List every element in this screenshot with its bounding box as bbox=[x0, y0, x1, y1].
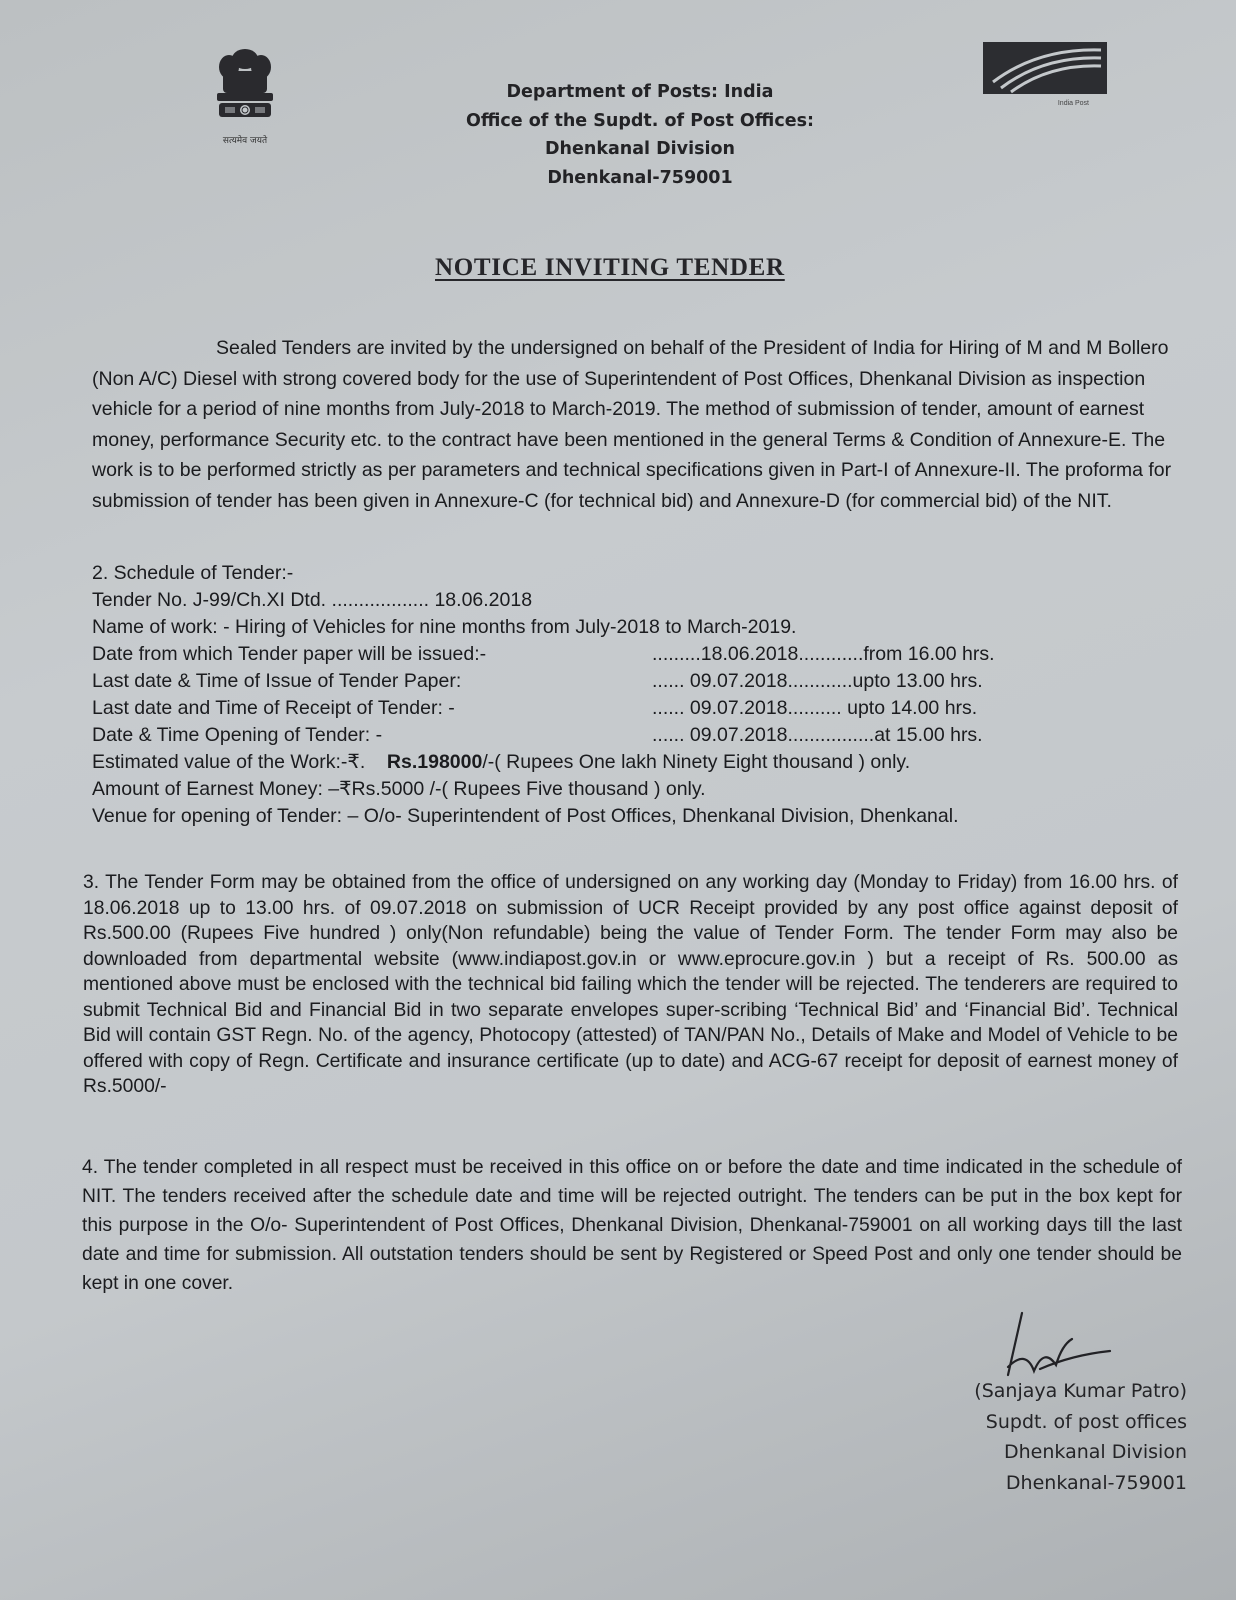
state-emblem bbox=[185, 45, 305, 146]
signer-block bbox=[895, 1376, 1187, 1498]
schedule-row-label: Last date and Time of Receipt of Tender: - bbox=[92, 697, 455, 719]
estimated-amount: Rs.198000 bbox=[386, 751, 483, 773]
tender-number: Tender No. J-99/Ch.XI Dtd. .................. 18.06.2018 bbox=[92, 589, 533, 611]
schedule-row-value: ...... 09.07.2018................at 15.00 hrs. bbox=[652, 724, 983, 746]
lion-capital-icon bbox=[209, 45, 281, 131]
intro-text: Sealed Tenders are invited by the undersigned on behalf of the President of India for Hiring of M and M Bollero (Non A/C) Diesel with strong covered body for the use of Superintendent of Post Offices, Dhenkanal Division as inspection vehicle for a period of nine months from July-2018 to March-2019. The method of submission of tender, amount of earnest money, performance Security etc. to the contract have been mentioned in the general Terms & Condition of Annexure-E. The work is to be performed strictly as per parameters and technical specifications given in Part-I of Annexure-II. The proforma for submission of tender has been given in Annexure-C (for technical bid) and Annexure-D (for commercial bid) of the NIT. bbox=[92, 337, 1172, 512]
schedule-row bbox=[92, 641, 1202, 668]
intro-paragraph bbox=[92, 333, 1184, 516]
schedule-row bbox=[92, 668, 1202, 695]
header-division: Dhenkanal Division bbox=[545, 139, 735, 159]
schedule-row-label: Last date & Time of Issue of Tender Paper: bbox=[92, 670, 462, 692]
emblem-motto: सत्यमेव जयते bbox=[222, 136, 268, 146]
schedule-row-value: ...... 09.07.2018.......... upto 14.00 hrs. bbox=[652, 697, 978, 719]
header-office: Office of the Supdt. of Post Offices: bbox=[466, 110, 814, 131]
submission-paragraph: 4. The tender completed in all respect must be received in this office on or before the date and time indicated in the schedule of NIT. The tenders received after the schedule date and time will be rejected outright. The tenders can be put in the box kept for this purpose in the O/o- Superintendent of Post Offices, Dhenkanal Division, Dhenkanal-759001 on all working days till the last date and time for submission. All outstation tenders should be sent by Registered or Speed Post and only one tender should be kept in one cover. bbox=[82, 1157, 1182, 1294]
signer-division: Dhenkanal Division bbox=[1004, 1441, 1187, 1463]
signer-name: (Sanjaya Kumar Patro) bbox=[974, 1380, 1187, 1402]
header-address: Dhenkanal-759001 bbox=[547, 167, 733, 188]
estimated-words: /-( Rupees One lakh Ninety Eight thousand ) only. bbox=[482, 751, 911, 773]
schedule-row bbox=[92, 695, 1202, 722]
notice-title: NOTICE INVITING TENDER bbox=[435, 254, 785, 281]
estimated-value bbox=[92, 749, 1202, 776]
india-post-logo bbox=[983, 42, 1107, 107]
signature-icon bbox=[1000, 1305, 1140, 1385]
logo-caption: India Post bbox=[1057, 100, 1089, 107]
signer-place: Dhenkanal-759001 bbox=[1005, 1471, 1187, 1494]
schedule-row-value: .........18.06.2018............from 16.00 hrs. bbox=[652, 643, 995, 665]
schedule-row bbox=[92, 722, 1202, 749]
signer-designation: Supdt. of post offices bbox=[985, 1410, 1187, 1433]
header-department: Department of Posts: India bbox=[506, 82, 774, 102]
india-post-logo-icon bbox=[983, 42, 1107, 94]
schedule-row-value: ...... 09.07.2018............upto 13.00 hrs. bbox=[652, 670, 983, 692]
schedule-heading: 2. Schedule of Tender:- bbox=[92, 562, 294, 584]
estimated-label: Estimated value of the Work:-₹. bbox=[92, 751, 366, 773]
office-header bbox=[420, 78, 860, 192]
name-of-work: Name of work: - Hiring of Vehicles for nine months from July-2018 to March-2019. bbox=[92, 616, 797, 638]
schedule-section bbox=[92, 560, 1202, 830]
tender-venue: Venue for opening of Tender: – O/o- Superintendent of Post Offices, Dhenkanal Division, Dhenkanal. bbox=[92, 805, 959, 827]
schedule-row-label: Date from which Tender paper will be issued:- bbox=[92, 643, 487, 665]
tender-form-paragraph: 3. The Tender Form may be obtained from the office of undersigned on any working day (Monday to Friday) from 16.00 hrs. of 18.06.2018 up to 13.00 hrs. of 09.07.2018 on submission of UCR Receipt provided by any post office against deposit of Rs.500.00 (Rupees Five hundred ) only(Non refundable) being the value of Tender Form. The tender Form may also be downloaded from departmental website (www.indiapost.gov.in or www.eprocure.gov.in ) but a receipt of Rs. 500.00 as mentioned above must be enclosed with the technical bid failing which the tender will be rejected. The tenderers are required to submit Technical Bid and Financial Bid in two separate envelopes super-scribing ‘Technical Bid’ and ‘Financial Bid’. Technical Bid will contain GST Regn. No. of the agency, Photocopy (attested) of TAN/PAN No., Details of Make and Model of Vehicle to be offered with copy of Regn. Certificate and insurance certificate (up to date) and ACG-67 receipt for deposit of earnest money of Rs.5000/- bbox=[83, 872, 1178, 1097]
schedule-row-label: Date & Time Opening of Tender: - bbox=[92, 724, 383, 746]
earnest-money: Amount of Earnest Money: –₹Rs.5000 /-( Rupees Five thousand ) only. bbox=[92, 778, 706, 800]
